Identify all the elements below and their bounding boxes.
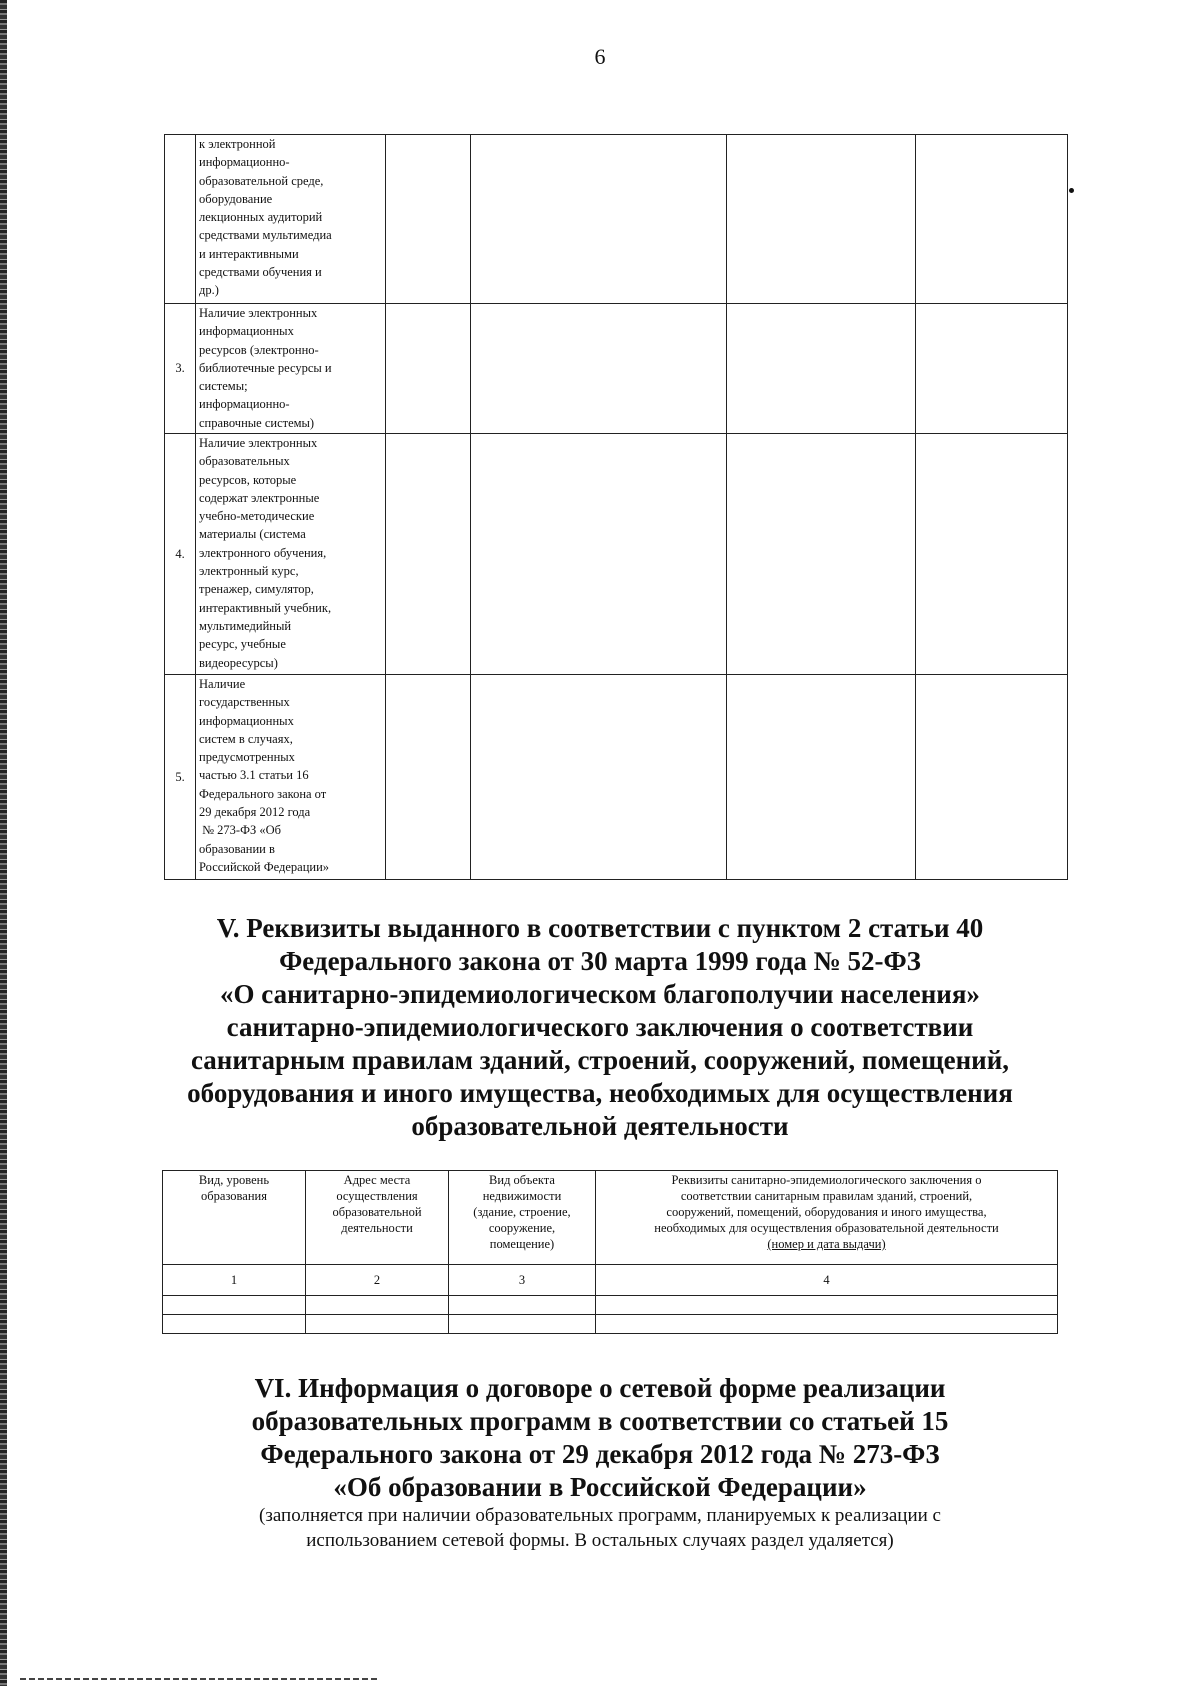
table-cell — [471, 675, 727, 880]
table-cell — [727, 135, 916, 304]
table-row — [165, 304, 1068, 434]
column-header: Вид объекта недвижимости (здание, строение, сооружение, помещение) — [449, 1171, 596, 1265]
table-cell — [306, 1296, 449, 1315]
table-row — [165, 135, 1068, 304]
sanitary-conclusion-table — [162, 1170, 1058, 1334]
row-description: Наличие электронных образовательных ресурсов, которые содержат электронные учебно-методические материалы (система электронного обучения, электронный курс, тренажер, симулятор, интерактивный учебник, мультимедийный ресурс, учебные видеоресурсы) — [196, 434, 386, 675]
table-cell — [449, 1296, 596, 1315]
table-row — [163, 1315, 1058, 1334]
table-cell — [727, 434, 916, 675]
row-description: Наличие государственных информационных систем в случаях, предусмотренных частью 3.1 статьи 16 Федерального закона от 29 декабря 2012 года № 273-ФЗ «Об образовании в Российской Федерации» — [196, 675, 386, 880]
table-cell — [386, 434, 471, 675]
section-6-note: (заполняется при наличии образовательных программ, планируемых к реализации с использованием сетевой формы. В остальных случаях раздел удаляется) — [259, 1505, 941, 1551]
table-cell — [386, 675, 471, 880]
row-description: к электронной информационно- образовательной среде, оборудование лекционных аудиторий средствами мультимедиа и интерактивными средствами обучения и др.) — [196, 135, 386, 304]
table-cell — [471, 434, 727, 675]
table-cell — [727, 304, 916, 434]
table-cell — [306, 1315, 449, 1334]
table-cell — [916, 434, 1068, 675]
row-description: Наличие электронных информационных ресурсов (электронно- библиотечные ресурсы и системы; информационно- справочные системы) — [196, 304, 386, 434]
section-6-heading: VI. Информация о договоре о сетевой форме реализации образовательных программ в соответствии со статьей 15 Федерального закона от 29 декабря 2012 года № 273-ФЗ «Об образовании в Российской Федерации» — [251, 1373, 949, 1502]
row-number: 3. — [165, 304, 196, 434]
column-number: 2 — [306, 1265, 449, 1296]
page-number: 6 — [594, 44, 606, 69]
resources-table — [164, 134, 1068, 880]
column-number: 3 — [449, 1265, 596, 1296]
table-cell — [471, 135, 727, 304]
row-number: 5. — [165, 675, 196, 880]
table-cell — [916, 304, 1068, 434]
column-number: 4 — [596, 1265, 1058, 1296]
table-header-row — [163, 1171, 1058, 1265]
table-row — [165, 675, 1068, 880]
row-number — [165, 135, 196, 304]
table-cell — [163, 1315, 306, 1334]
table-cell — [727, 675, 916, 880]
column-number: 1 — [163, 1265, 306, 1296]
scan-dot-artifact — [1069, 188, 1074, 193]
column-header: Адрес места осуществления образовательной деятельности — [306, 1171, 449, 1265]
row-number: 4. — [165, 434, 196, 675]
table-cell — [449, 1315, 596, 1334]
column-header: Вид, уровень образования — [163, 1171, 306, 1265]
column-number-row — [163, 1265, 1058, 1296]
column-header: Реквизиты санитарно-эпидемиологического заключения о соответствии санитарным правилам зданий, строений, сооружений, помещений, оборудования и иного имущества, необходимых для осуществления образовательной деятельности (номер и дата выдачи) — [596, 1171, 1058, 1265]
table-cell — [916, 135, 1068, 304]
table-cell — [596, 1315, 1058, 1334]
section-5-heading: V. Реквизиты выданного в соответствии с пунктом 2 статьи 40 Федерального закона от 30 марта 1999 года № 52-ФЗ «О санитарно-эпидемиологическом благополучии населения» санитарно-эпидемиологического заключения о соответствии санитарным правилам зданий, строений, сооружений, помещений, оборудования и иного имущества, необходимых для осуществления образовательной деятельности — [187, 913, 1013, 1141]
table-cell — [916, 675, 1068, 880]
table-cell — [386, 304, 471, 434]
table-cell — [471, 304, 727, 434]
table-cell — [163, 1296, 306, 1315]
scan-bottom-artifact — [20, 1678, 380, 1680]
table-row — [165, 434, 1068, 675]
table-cell — [386, 135, 471, 304]
table-row — [163, 1296, 1058, 1315]
scan-edge-artifact — [0, 0, 7, 1686]
table-cell — [596, 1296, 1058, 1315]
